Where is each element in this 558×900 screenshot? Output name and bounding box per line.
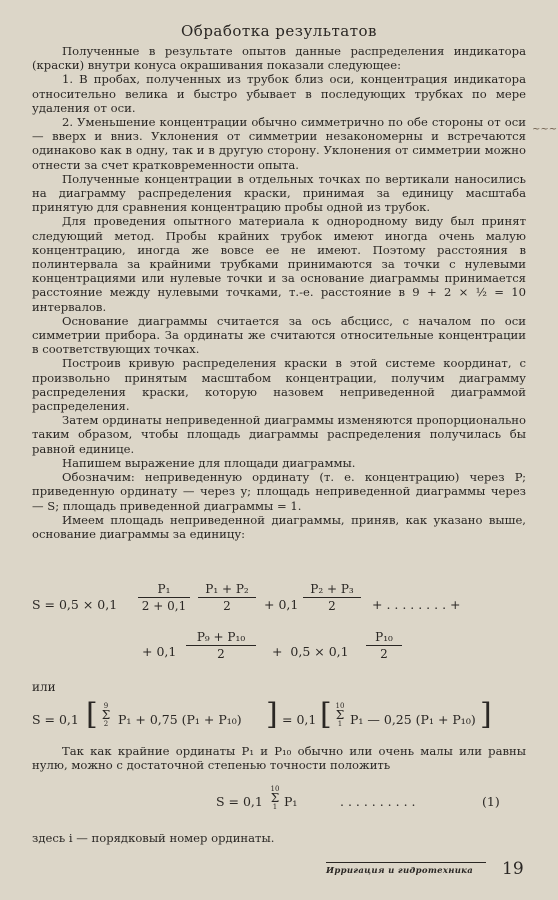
sum1-top: 9 [103, 702, 109, 710]
paragraph: здесь i — порядковый номер ординаты. [32, 831, 275, 845]
or-word: или [32, 680, 56, 694]
paragraph: Основание диаграммы считается за ось абсцисс, с началом по оси симметрии прибора. За ординаты же считаются относительные концентрации в соответствующих точках. [32, 313, 526, 357]
sum-symbol-2 [333, 702, 347, 729]
eq3-inner-2: P₁ — 0,25 (P₁ + P₁₀) [350, 712, 476, 727]
journal-name: Ирригация и гидротехника [326, 866, 474, 876]
eq1-plus-coef: + 0,1 [264, 597, 299, 612]
sum-symbol-3 [268, 785, 282, 812]
eq3-inner-1: P₁ + 0,75 (P₁ + P₁₀) [118, 712, 242, 727]
page-title: Обработка результатов [180, 22, 377, 40]
eq2-lead: + 0,1 [142, 644, 177, 659]
paragraph: Затем ординаты неприведенной диаграммы изменяются пропорционально таким образом, чтобы площадь диаграммы распределения получилась бы равной единице. [32, 413, 526, 456]
eq2-fraction-1 [186, 630, 256, 661]
paragraph: Полученные в результате опытов данные распределения индикатора (краски) внутри конуса окрашивания показали следующее: [32, 44, 526, 73]
eq1-f1-denominator: 2 + 0,1 [141, 599, 187, 613]
eq2-f2-denominator: 2 [380, 647, 388, 661]
margin-mark: ~~~ [532, 124, 558, 135]
paragraph: Построив кривую распределения краски в этой системе координат, с произвольно принятым масштабом концентрации, получим диаграмму распределения краски, которую назовем неприведенной диаграммой распределения. [32, 356, 526, 414]
left-bracket: [ [86, 697, 98, 732]
eq2-f2-numerator: P₁₀ [366, 630, 402, 646]
sum2-top: 10 [335, 702, 345, 710]
paragraph: 1. В пробах, полученных из трубок близ оси, концентрация индикатора относительно велика и быстро убывает в последующих трубках по мере удаления от оси. [32, 72, 526, 115]
right-bracket: ] [266, 697, 278, 732]
sum3-top: 10 [270, 785, 280, 793]
sum2-sigma: Σ [335, 708, 345, 722]
eq2-mid: + 0,5 × 0,1 [272, 644, 349, 659]
sum1-sigma: Σ [101, 708, 111, 722]
eq4-term: P₁ [284, 794, 298, 809]
eq1-lhs: S = 0,5 × 0,1 [32, 597, 118, 612]
eq3-lhs: S = 0,1 [32, 712, 79, 727]
paragraph: Полученные концентрации в отдельных точках по вертикали наносились на диаграмму распределения краски, принимая за единицу масштаба принятую для сравнения концентрацию пробы одной из трубок. [32, 171, 526, 215]
eq1-fraction-1 [138, 582, 190, 613]
body-text-third [32, 831, 526, 845]
paragraph: Так как крайние ординаты P₁ и P₁₀ обычно или очень малы или равны нулю, можно с достаточной степенью точности положить [32, 744, 526, 773]
paragraph: Имеем площадь неприведенной диаграммы, приняв, как указано выше, основание диаграммы за единицу: [32, 512, 526, 541]
sum3-bottom: 1 [272, 803, 278, 811]
sum2-bottom: 1 [337, 720, 343, 728]
sum3-sigma: Σ [270, 791, 280, 805]
footer-rule [326, 862, 486, 863]
eq1-f3-numerator: P₂ + P₃ [303, 582, 361, 598]
eq4-lhs: S = 0,1 [216, 794, 263, 809]
eq1-tail: + . . . . . . . . + [372, 597, 461, 612]
left-bracket: [ [320, 697, 332, 732]
sum-symbol-1 [99, 702, 113, 729]
eq1-fraction-2 [198, 582, 256, 613]
equation-number: (1) [482, 794, 500, 809]
paragraph: Обозначим: неприведенную ординату (т. е. концентрацию) через P; приведенную ординату — через y; площадь неприведенной диаграммы через — S; площадь приведенной диаграммы = 1. [32, 470, 526, 513]
sum1-bottom: 2 [103, 720, 109, 728]
eq4-dots: . . . . . . . . . . [340, 794, 416, 809]
eq1-f2-numerator: P₁ + P₂ [198, 582, 256, 598]
paragraph: 2. Уменьшение концентрации обычно симметрично по обе стороны от оси — вверх и вниз. Уклонения от симметрии незакономерны и встречаются одинаково как в одну, так и в другую сторону. Уклонения от симметрии можно отнести за счет кратковременности опыта. [32, 115, 526, 172]
page-number: 19 [502, 859, 524, 879]
eq1-fraction-3 [303, 582, 361, 613]
body-text-second [32, 744, 526, 772]
paragraph: Для проведения опытного материала к однородному виду был принят следующий метод. Пробы крайних трубок имеют иногда очень малую концентрацию, иногда же вовсе ее не имеют. Поэтому расстояния в полинтервала за крайними трубками принимаются за точки с нулевыми концентрациями или нулевые точки и за основание диаграммы принимается расстояние между нулевыми точками, т.-е. расстояние в 9 + 2 × ½ = 10 интервалов. [32, 214, 526, 314]
eq3-equals: = 0,1 [282, 712, 317, 727]
right-bracket: ] [480, 697, 492, 732]
eq2-fraction-2 [366, 630, 402, 661]
eq1-f1-numerator: P₁ [138, 582, 190, 598]
eq1-f3-denominator: 2 [328, 599, 336, 613]
paragraph: Напишем выражение для площади диаграммы. [62, 455, 356, 470]
eq2-f1-denominator: 2 [217, 647, 225, 661]
body-text-main [32, 44, 526, 541]
eq2-f1-numerator: P₉ + P₁₀ [186, 630, 256, 646]
eq1-f2-denominator: 2 [223, 599, 231, 613]
